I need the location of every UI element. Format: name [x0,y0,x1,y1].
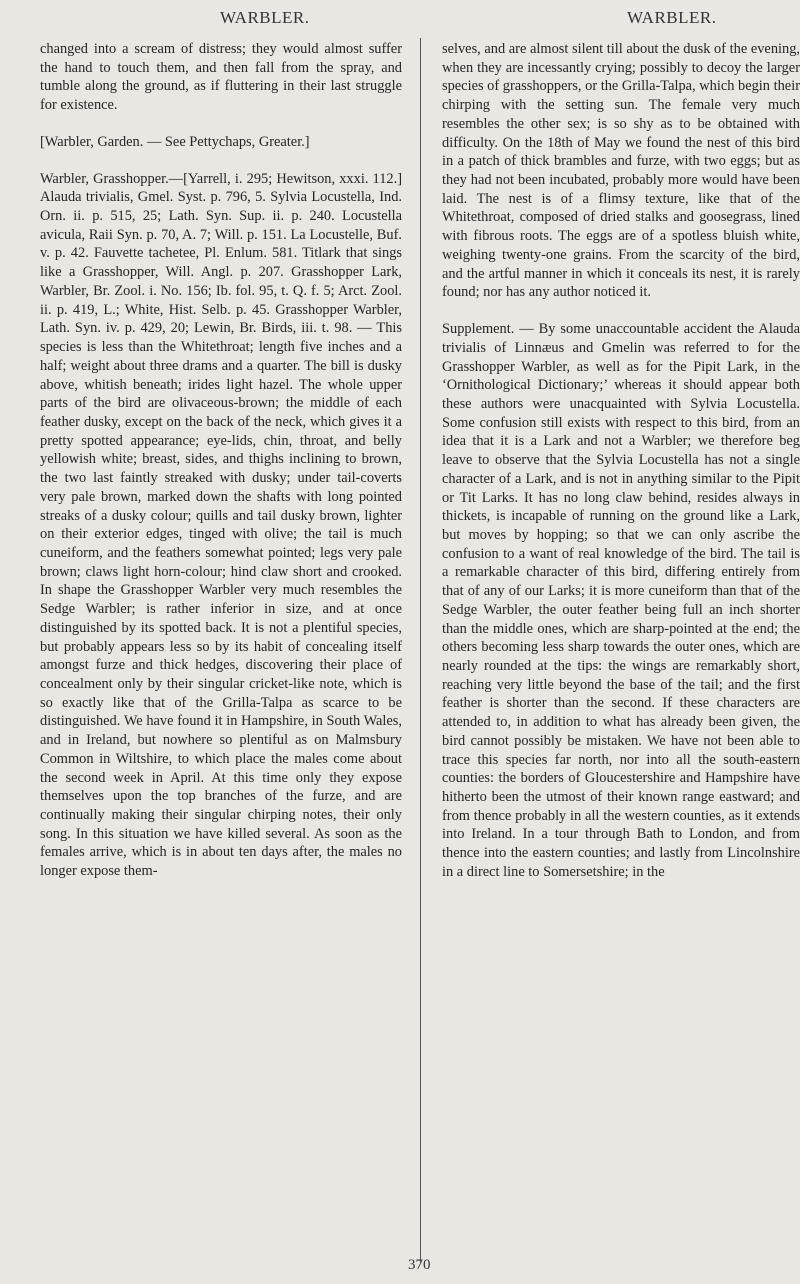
page-number: 370 [408,1257,431,1273]
running-header-left: WARBLER. [220,8,310,27]
left-column [40,40,402,881]
right-column [442,40,800,882]
entry-grasshopper-warbler: Warbler, Grasshopper.—[Yarrell, i. 295; Hewitson, xxxi. 112.] Alauda trivialis, Gmel. Syst. p. 796, 5. Sylvia Locustella, Ind. Orn. ii. p. 515, 25; Lath. Syn. Sup. ii. p. 240. Locustella avicula, Raii Syn. p. 70, A. 7; Will. p. 151. La Locustelle, Buf. v. p. 42. Fauvette tachetee, Pl. Enlum. 581. Titlark that sings like a Grasshopper, Will. Angl. p. 207. Grasshopper Lark, Warbler, Br. Zool. i. No. 156; Ib. fol. 95, t. Q. f. 5; Arct. Zool. ii. p. 419, L.; White, Hist. Selb. p. 45. Grasshopper Warbler, Lath. Syn. iv. p. 429, 20; Lewin, Br. Birds, iii. t. 98. — This species is less than the Whitethroat; length five inches and a half; weight about three drams and a quarter. The bill is dusky above, whitish beneath; irides light hazel. The whole upper parts of the bird are olivaceous-brown; the middle of each feather dusky, except on the back of the neck, which gives it a pretty spotted appearance; eye-lids, chin, throat, and belly yellowish white; breast, sides, and thighs inclining to brown, the two last faintly streaked with dusky; under tail-coverts very pale brown, marked down the shafts with long pointed streaks of a dusky colour; quills and tail dusky brown, lighter on their exterior edges, tinged with olive; the tail is much cuneiform, and the feathers somewhat pointed; legs very pale brown; claws light horn-colour; hind claw short and crooked. In shape the Grasshopper Warbler very much resembles the Sedge Warbler; is rather inferior in size, and at once distinguished by its spotted back. It is not a plentiful species, but probably appears less so by its habit of concealing itself amongst furze and thick hedges, discovering their place of concealment only by their singular cricket-like note, which is so exactly like that of the Grilla-Talpa as scarce to be distinguished. We have found it in Hampshire, in South Wales, and in Ireland, but nowhere so plentiful as on Malmsbury Common in Wiltshire, to which place the males come about the second week in April. At this time only they expose themselves upon the top branches of the furze, and are continually making their singular chirping notes, their only song. In this situation we have killed several. As soon as the females arrive, which is in about ten days after, the males no longer expose them- [40,170,402,880]
running-header-right: WARBLER. [627,8,717,27]
paragraph-continuation-right: selves, and are almost silent till about the dusk of the evening, when they are incessantly crying; possibly to decoy the larger species of grasshoppers, or the Grilla-Talpa, which begin their chirping with the setting sun. The female very much resembles the other sex; is so shy as to be obtained with difficulty. On the 18th of May we found the nest of this bird in a patch of thick brambles and furze, with two eggs; but as they had not been incubated, probably more would have been laid. The nest is of a flimsy texture, like that of the Whitethroat, composed of dried stalks and goosegrass, lined with fibrous roots. The eggs are of a spotless bluish white, weighing twenty-one grains. From the scarcity of the bird, and the artful manner in which it conceals its nest, it is rarely found; nor has any author noticed it. [442,41,800,301]
column-divider [420,38,421,1263]
cross-reference-entry: [Warbler, Garden. — See Pettychaps, Greater.] [40,133,310,150]
paragraph-continuation: changed into a scream of distress; they would almost suffer the hand to touch them, and then fall from the spray, and tumble along the ground, as if fluttering in their last struggle for existence. [40,41,402,114]
supplement-paragraph: Supplement. — By some unaccountable accident the Alauda trivialis of Linnæus and Gmelin was referred to for the Grasshopper Warbler, as well as for the Pipit Lark, in the ‘Ornithological Dictionary;’ whereas it should appear both these authors were unacquainted with Sylvia Locustella. Some confusion still exists with respect to this bird, from an idea that it is a Lark and not a Warbler; we therefore beg leave to observe that the Sylvia Locustella has not a single character of a Lark, and is not in anything similar to the Pipit or Tit Larks. It has no long claw behind, resides always in thickets, is incapable of running on the ground like a Lark, but moves by hopping; so that we can only ascribe the confusion to a want of real knowledge of the bird. The tail is a remarkable character of this bird, differing entirely from that of any of our Larks; it is more cuneiform than that of the Sedge Warbler, the outer feather being full an inch shorter than the middle ones, which are sharp-pointed at the end; the others becoming less sharp towards the outer ones, which are nearly rounded at the tips: the wings are remarkably short, reaching very little beyond the base of the tail; and the first feather is shorter than the second. If these characters are attended to, in addition to what has already been given, the bird cannot possibly be mistaken. We have not been able to trace this species far north, nor into all the south-eastern counties: the borders of Gloucestershire and Hampshire have hitherto been the utmost of their known range eastward; and from thence probably in all the western counties, as it extends into Ireland. In a tour through Bath to London, and from thence into the eastern counties; and lastly from Lincolnshire in a direct line to Somersetshire; in the [442,321,800,880]
